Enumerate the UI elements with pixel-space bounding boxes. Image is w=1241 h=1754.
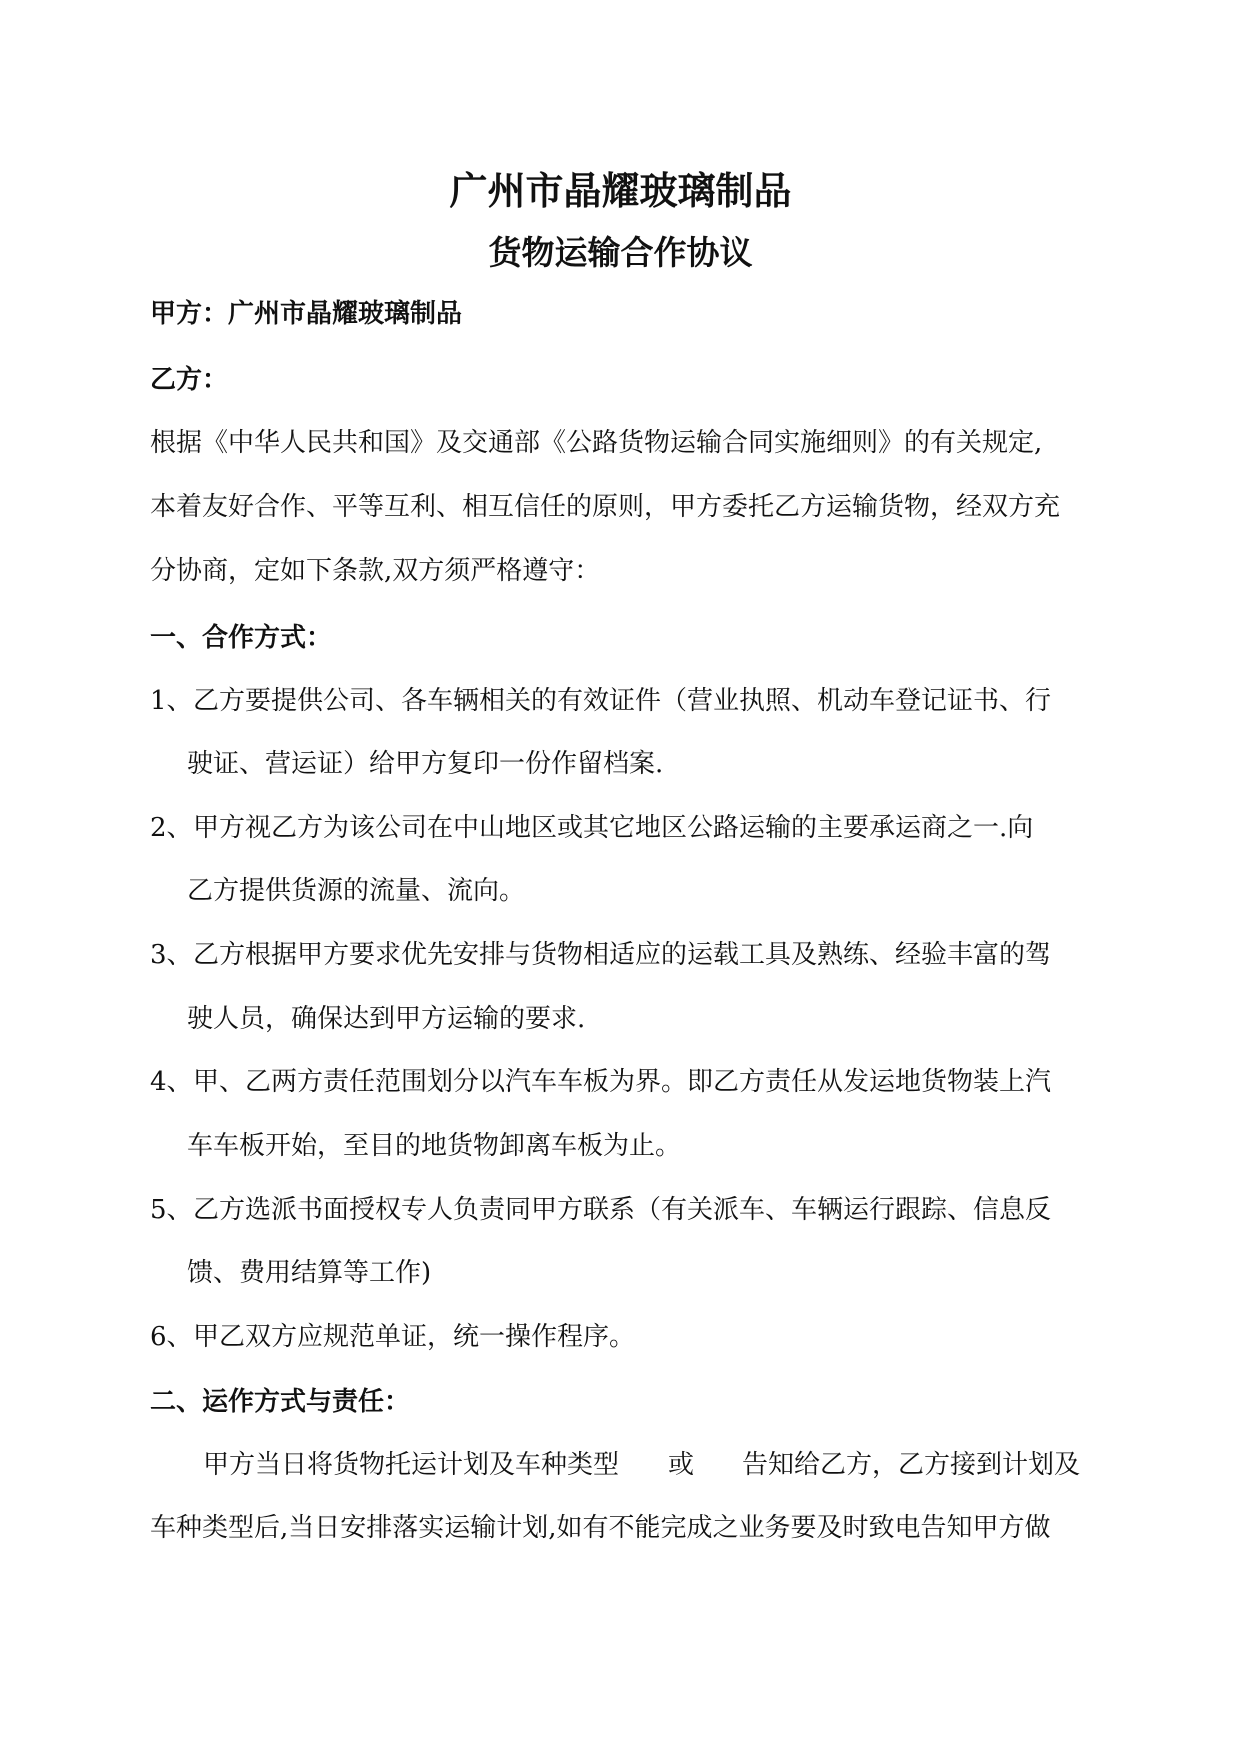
section1-heading: 一、合作方式： <box>150 623 333 653</box>
item-5-number: 5、 <box>150 1195 193 1225</box>
intro-line-2 <box>150 487 1100 527</box>
section2-para-part-2: 或 <box>668 1450 695 1480</box>
section2-para-part-3: 告知给乙方，乙方接到计划及 <box>742 1450 1081 1480</box>
section2-heading: 二、运作方式与责任： <box>150 1387 411 1417</box>
section2-para-part-1: 甲方当日将货物托运计划及车种类型 <box>203 1450 620 1480</box>
document-subtitle: 货物运输合作协议 <box>488 233 753 272</box>
item-1-line-1: 乙方要提供公司、各车辆相关的有效证件（营业执照、机动车登记证书、行 <box>193 686 1052 716</box>
item-2-number: 2、 <box>150 813 193 843</box>
document-title: 广州市晶耀玻璃制品 <box>449 169 792 213</box>
item-4-number: 4、 <box>150 1067 193 1097</box>
item-5-line-2: 馈、费用结算等工作) <box>187 1258 432 1288</box>
intro-text-1: 根据《中华人民共和国》及交通部《公路货物运输合同实施细则》的有关规定, <box>150 428 1043 458</box>
intro-text-2: 本着友好合作、平等互利、相互信任的原则，甲方委托乙方运输货物，经双方充 <box>150 492 1061 522</box>
item-3-number: 3、 <box>150 940 193 970</box>
item-2-line-2: 乙方提供货源的流量、流向。 <box>187 876 526 906</box>
intro-line-3: 分协商，定如下条款,双方须严格遵守： <box>150 556 601 586</box>
item-2-line-1: 甲方视乙方为该公司在中山地区或其它地区公路运输的主要承运商之一.向 <box>193 813 1034 843</box>
item-1-line-2: 驶证、营运证）给甲方复印一份作留档案. <box>187 749 664 779</box>
party-a: 甲方：广州市晶耀玻璃制品 <box>150 299 463 329</box>
item-5-line-1: 乙方选派书面授权专人负责同甲方联系（有关派车、车辆运行跟踪、信息反 <box>193 1195 1052 1225</box>
intro-line-1 <box>150 423 1100 463</box>
item-4-line-2: 车车板开始，至目的地货物卸离车板为止。 <box>187 1131 682 1161</box>
party-b: 乙方： <box>150 365 229 395</box>
item-6-line-1: 甲乙双方应规范单证，统一操作程序。 <box>193 1322 636 1352</box>
item-3-line-1: 乙方根据甲方要求优先安排与货物相适应的运载工具及熟练、经验丰富的驾 <box>193 940 1052 970</box>
item-1-number: 1、 <box>150 686 193 716</box>
item-6-number: 6、 <box>150 1322 193 1352</box>
section2-para-line-2: 车种类型后,当日安排落实运输计划,如有不能完成之业务要及时致电告知甲方做 <box>150 1513 1051 1543</box>
item-3-line-2: 驶人员，确保达到甲方运输的要求. <box>187 1004 586 1034</box>
item-4-line-1: 甲、乙两方责任范围划分以汽车车板为界。即乙方责任从发运地货物装上汽 <box>193 1067 1052 1097</box>
